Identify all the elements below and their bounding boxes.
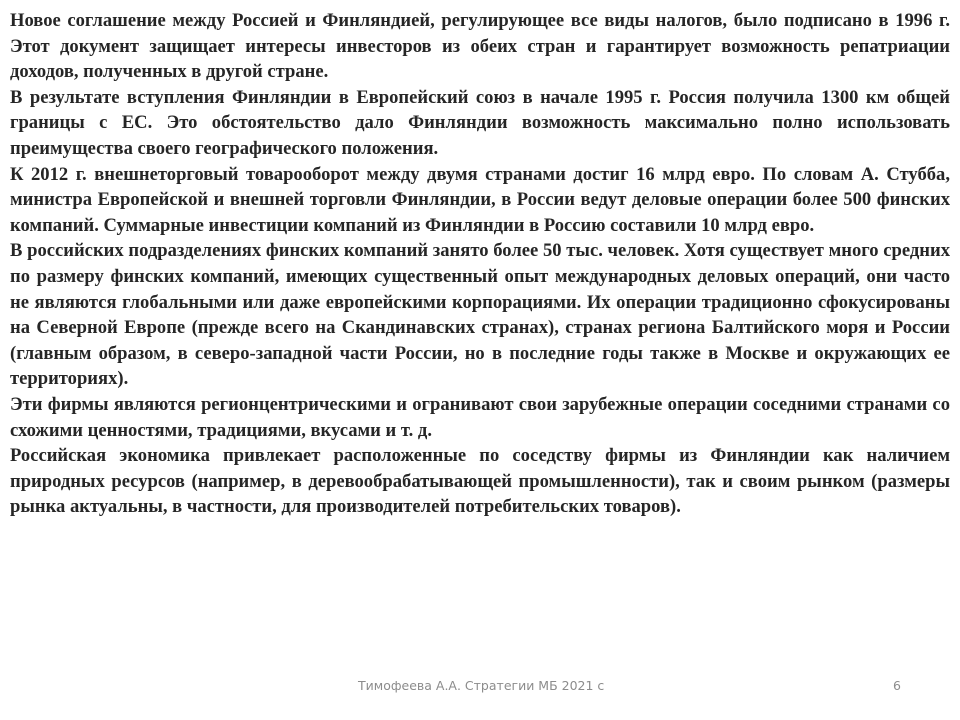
paragraph-regiocentric-firms: Эти фирмы являются регионцентрическими и огранивают свои зарубежные операции соседними странами со схожими ценностями, традициями, вкусами и т. д. (10, 393, 950, 441)
paragraph-tax-agreement: Новое соглашение между Россией и Финляндией, регулирующее все виды налогов, было подписано в 1996 г. Этот документ защищает интересы инвесторов из обеих стран и гарантирует возможность репатриации доходов, полученных в другой стране. (10, 10, 950, 83)
footer-text: Тимофеева А.А. Стратегии МБ 2021 с (358, 678, 605, 693)
paragraph-trade-turnover: К 2012 г. внешнеторговый товарооборот между двумя странами достиг 16 млрд евро. По словам А. Стубба, министра Европейской и внешней торговли Финляндии, в России ведут деловые операции более 500 финских компаний. Суммарные инвестиции компаний из Финляндии в Россию составили 10 млрд евро. (10, 163, 950, 236)
slide-body (10, 8, 950, 520)
page-number: 6 (893, 678, 901, 693)
paragraph-finnish-companies: В российских подразделениях финских компаний занято более 50 тыс. человек. Хотя существует много средних по размеру финских компаний, имеющих существенный опыт международных деловых операций, они часто не являются глобальными или даже европейскими корпорациями. Их операции традиционно сфокусированы на Северной Европе (прежде всего на Скандинавских странах), странах региона Балтийского моря и России (главным образом, в северо-западной части России, но в последние годы также в Москве и окружающих ее территориях). (10, 240, 950, 390)
slide-footer (0, 678, 960, 698)
paragraph-eu-border: В результате вступления Финляндии в Европейский союз в начале 1995 г. Россия получила 1300 км общей границы с ЕС. Это обстоятельство дало Финляндии возможность максимально полно использовать преимущества своего географического положения. (10, 86, 950, 159)
paragraph-russian-economy: Российская экономика привлекает расположенные по соседству фирмы из Финляндии как наличием природных ресурсов (например, в деревообрабатывающей промышленности), так и своим рынком (размеры рынка актуальны, в частности, для производителей потребительских товаров). (10, 445, 950, 518)
